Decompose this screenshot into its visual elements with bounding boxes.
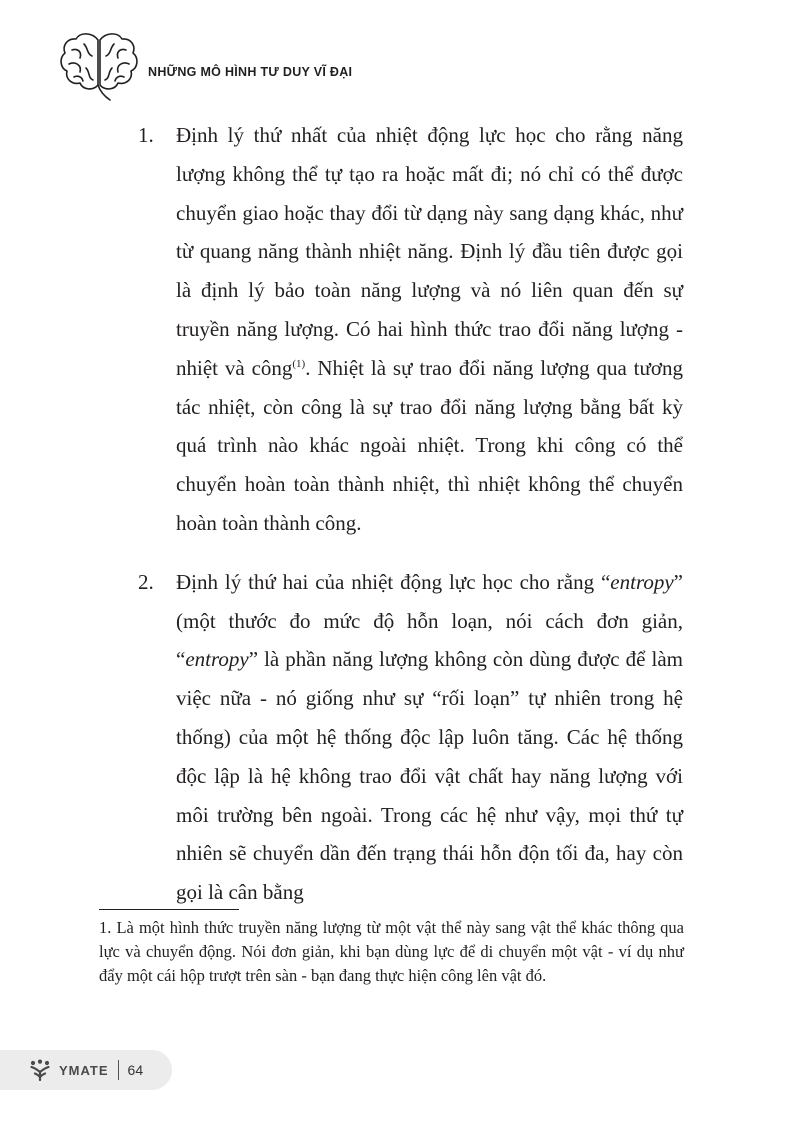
body-text [138,116,683,912]
text-segment: Định lý thứ hai của nhiệt động lực học cho rằng “ [176,569,611,594]
text-segment: . Nhiệt là sự trao đổi năng lượng qua tương tác nhiệt, còn công là sự trao đổi năng lượng bằng bất kỳ quá trình nào khác ngoài nhiệt. Trong khi công có thể chuyển hoàn toàn thành nhiệt, thì nhiệt không thể chuyển hoàn toàn thành công. [176,355,683,535]
text-segment: ” (một thước đo mức độ hỗn loạn, nói cách đơn giản, “ [176,569,683,672]
page-footer [0,1050,172,1090]
list-item-number: 1. [138,123,154,147]
footer-divider [118,1060,119,1080]
page-number: 64 [127,1062,144,1078]
footnote-divider [99,909,239,910]
list-item-number: 2. [138,569,154,594]
list-item-text [176,116,683,543]
text-segment: Định lý thứ nhất của nhiệt động lực học cho rằng năng lượng không thể tự tạo ra hoặc mất đi; nó chỉ có thể được chuyển giao hoặc thay đổi từ dạng này sang dạng khác, như từ quang năng thành nhiệt năng. Định lý đầu tiên được gọi là định lý bảo toàn năng lượng và nó liên quan đến sự truyền năng lượng. Có hai hình thức trao đổi năng lượng - nhiệt và công [176,123,683,380]
emphasis-term: entropy [610,569,674,594]
brain-icon [58,28,142,102]
running-head: NHỮNG MÔ HÌNH TƯ DUY VĨ ĐẠI [148,65,353,79]
footnote-reference[interactable]: (1) [292,357,306,370]
list-item [138,563,683,912]
list-item [138,116,683,543]
text-segment: ” là phần năng lượng không còn dùng được để làm việc nữa - nó giống như sự “rối loạn” tự nhiên trong hệ thống) của một hệ thống độc lập luôn tăng. Các hệ thống độc lập là hệ không trao đổi vật chất hay năng lượng với môi trường bên ngoài. Trong các hệ như vậy, mọi thứ tự nhiên sẽ chuyển dần đến trạng thái hỗn độn tối đa, hay còn gọi là cân bằng [176,647,683,905]
footnote-text: 1. Là một hình thức truyền năng lượng từ một vật thể này sang vật thể khác thông qua lực và chuyển động. Nói đơn giản, khi bạn dùng lực để di chuyển một vật - ví dụ như đẩy một cái hộp trượt trên sàn - bạn đang thực hiện công lên vật đó. [99,918,684,985]
brand-name: YMATE [59,1062,109,1078]
emphasis-term: entropy [185,647,249,672]
ymate-logo-icon [29,1059,51,1081]
list-item-text [176,563,683,912]
